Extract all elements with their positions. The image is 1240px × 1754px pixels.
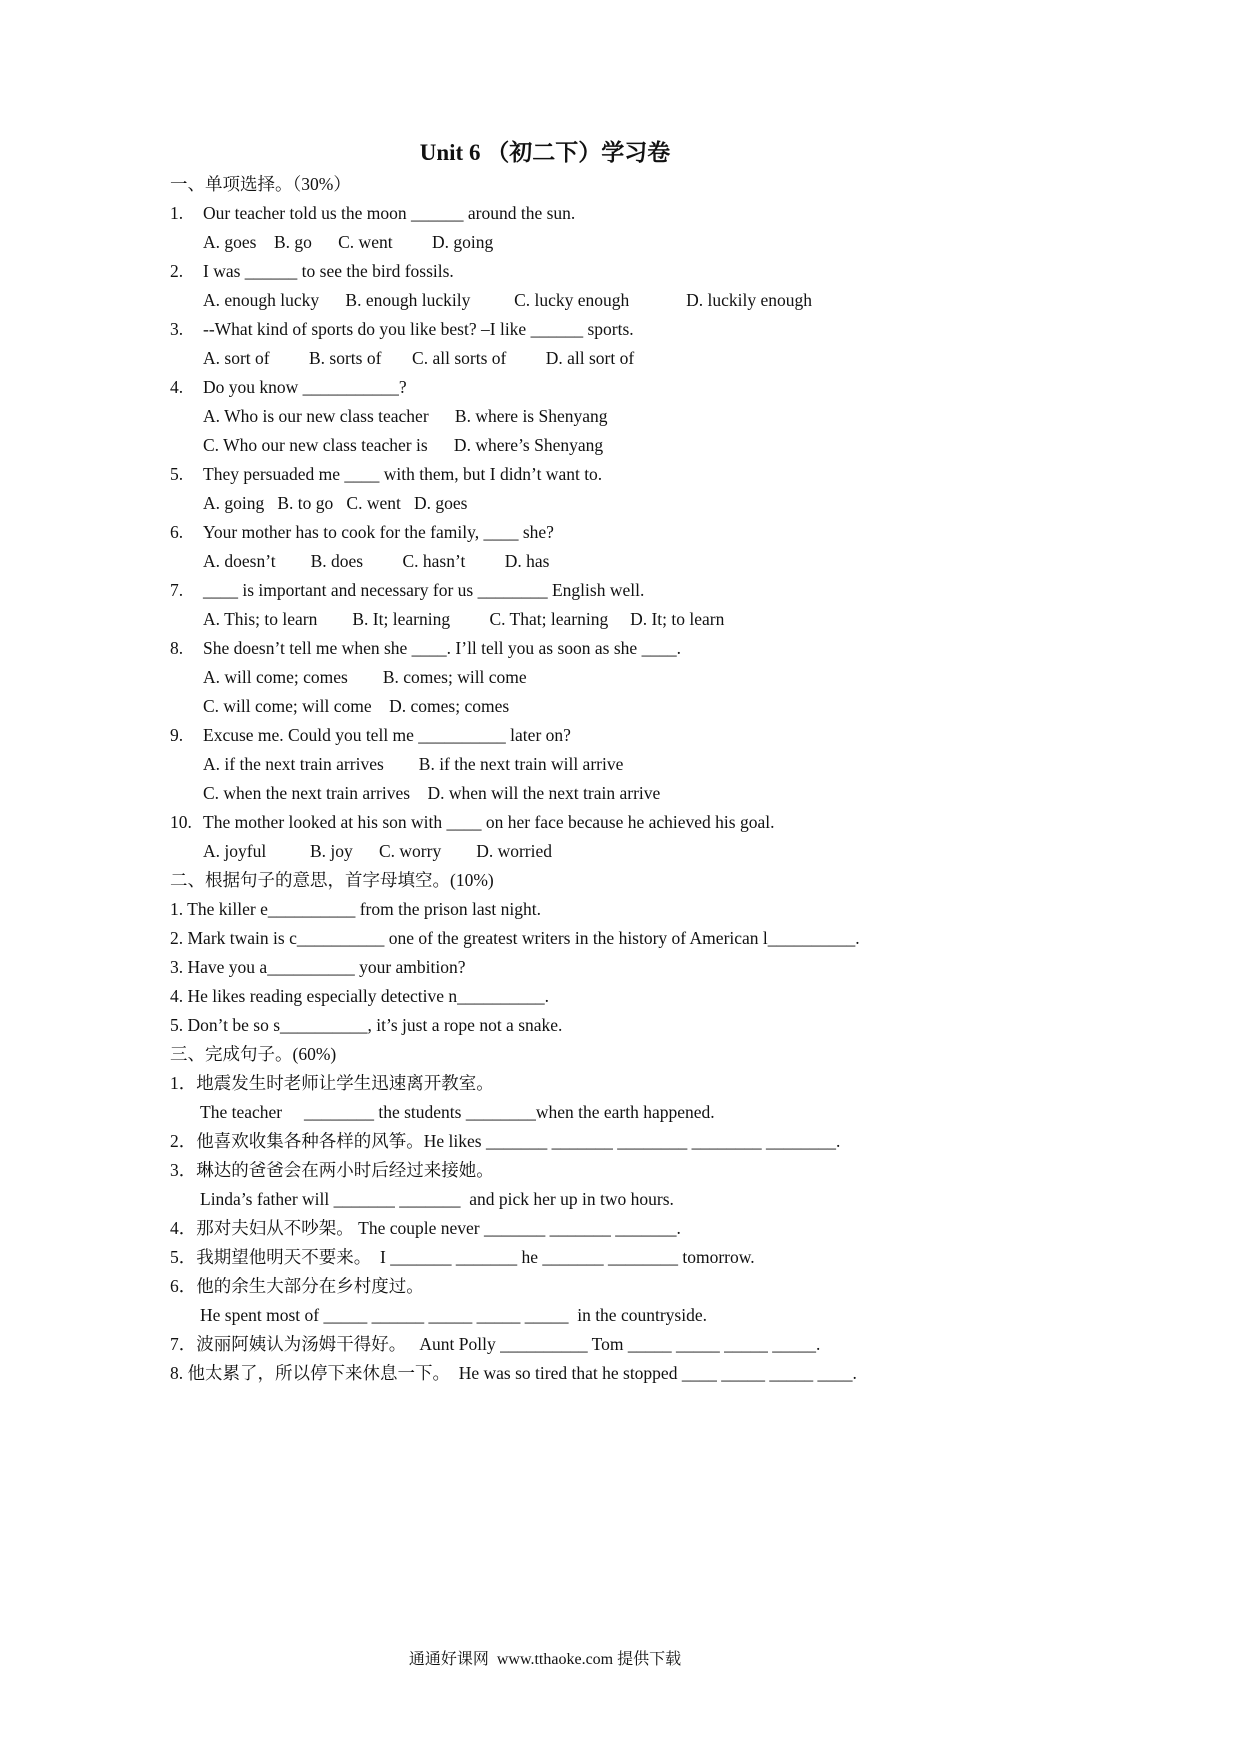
question-4-options-cd: C. Who our new class teacher is D. where’s Shenyang xyxy=(203,435,604,455)
part2-item-1: 1. The killer e__________ from the prison last night. xyxy=(170,899,542,919)
part3-item-6-english: He spent most of _____ ______ _____ _____ _____ in the countryside. xyxy=(200,1305,707,1325)
question-2-options: A. enough lucky B. enough luckily C. lucky enough D. luckily enough xyxy=(203,290,813,310)
part3-heading: 三、完成句子。(60%) xyxy=(170,1044,337,1064)
question-number: 7. xyxy=(170,580,184,600)
question-stem: She doesn’t tell me when she ____. I’ll tell you as soon as she ____. xyxy=(203,638,681,658)
question-10 xyxy=(170,808,1170,837)
part3-item-4: 4．那对夫妇从不吵架。 The couple never _______ _______ _______. xyxy=(170,1218,681,1238)
question-9 xyxy=(170,721,1170,750)
page-title: Unit 6 （初二下）学习卷 xyxy=(419,140,671,165)
part3-item-3: 3．琳达的爸爸会在两小时后经过来接她。 xyxy=(170,1160,494,1180)
question-stem: Your mother has to cook for the family, ____ she? xyxy=(203,522,554,542)
part3-item-6: 6．他的余生大部分在乡村度过。 xyxy=(170,1276,424,1296)
question-3-options: A. sort of B. sorts of C. all sorts of D. all sort of xyxy=(203,348,635,368)
page-footer: 通通好课网 www.tthaoke.com 提供下载 xyxy=(408,1651,682,1668)
question-9-options-ab: A. if the next train arrives B. if the next train will arrive xyxy=(203,754,624,774)
question-stem: The mother looked at his son with ____ on her face because he achieved his goal. xyxy=(203,812,775,832)
question-stem: ____ is important and necessary for us ________ English well. xyxy=(203,580,645,600)
question-number: 8. xyxy=(170,638,184,658)
part3-item-1: 1．地震发生时老师让学生迅速离开教室。 xyxy=(170,1073,494,1093)
question-number: 6. xyxy=(170,522,184,542)
part1-heading: 一、单项选择。（30%） xyxy=(170,174,351,194)
question-8 xyxy=(170,634,1170,663)
part3-item-1-english: The teacher ________ the students ________when the earth happened. xyxy=(200,1102,715,1122)
question-3 xyxy=(170,315,1170,344)
question-number: 9. xyxy=(170,725,184,745)
question-5 xyxy=(170,460,1170,489)
question-number: 10. xyxy=(170,812,192,832)
question-stem: Excuse me. Could you tell me __________ later on? xyxy=(203,725,571,745)
question-stem: Our teacher told us the moon ______ around the sun. xyxy=(203,203,576,223)
question-8-options-cd: C. will come; will come D. comes; comes xyxy=(203,696,510,716)
part3-item-5: 5．我期望他明天不要来。 I _______ _______ he _______ ________ tomorrow. xyxy=(170,1247,755,1267)
question-stem: They persuaded me ____ with them, but I didn’t want to. xyxy=(203,464,603,484)
question-9-options-cd: C. when the next train arrives D. when will the next train arrive xyxy=(203,783,661,803)
worksheet-content xyxy=(170,136,1170,1388)
question-4 xyxy=(170,373,1170,402)
part2-item-5: 5. Don’t be so s__________, it’s just a rope not a snake. xyxy=(170,1015,563,1035)
question-number: 2. xyxy=(170,261,184,281)
question-1 xyxy=(170,199,1170,228)
question-7-options: A. This; to learn B. It; learning C. That; learning D. It; to learn xyxy=(203,609,725,629)
part3-item-3-english: Linda’s father will _______ _______ and pick her up in two hours. xyxy=(200,1189,674,1209)
question-10-options: A. joyful B. joy C. worry D. worried xyxy=(203,841,553,861)
question-number: 1. xyxy=(170,203,184,223)
question-stem: I was ______ to see the bird fossils. xyxy=(203,261,454,281)
question-stem: Do you know ___________? xyxy=(203,377,407,397)
part3-item-2: 2．他喜欢收集各种各样的风筝。He likes _______ _______ ________ ________ ________. xyxy=(170,1131,841,1151)
question-1-options: A. goes B. go C. went D. going xyxy=(203,232,494,252)
question-6 xyxy=(170,518,1170,547)
part2-item-4: 4. He likes reading especially detective n__________. xyxy=(170,986,550,1006)
part2-heading: 二、根据句子的意思，首字母填空。(10%) xyxy=(170,870,494,890)
question-2 xyxy=(170,257,1170,286)
question-5-options: A. going B. to go C. went D. goes xyxy=(203,493,468,513)
part2-item-2: 2. Mark twain is c__________ one of the greatest writers in the history of American l__________. xyxy=(170,928,860,948)
part3-item-7: 7．波丽阿姨认为汤姆干得好。 Aunt Polly __________ Tom _____ _____ _____ _____. xyxy=(170,1334,821,1354)
part3-item-8: 8. 他太累了，所以停下来休息一下。 He was so tired that he stopped ____ _____ _____ ____. xyxy=(170,1363,857,1383)
question-7 xyxy=(170,576,1170,605)
question-number: 4. xyxy=(170,377,184,397)
question-6-options: A. doesn’t B. does C. hasn’t D. has xyxy=(203,551,550,571)
question-8-options-ab: A. will come; comes B. comes; will come xyxy=(203,667,527,687)
question-number: 3. xyxy=(170,319,184,339)
question-4-options-ab: A. Who is our new class teacher B. where is Shenyang xyxy=(203,406,608,426)
part2-item-3: 3. Have you a__________ your ambition? xyxy=(170,957,466,977)
question-number: 5. xyxy=(170,464,184,484)
question-stem: --What kind of sports do you like best? –I like ______ sports. xyxy=(203,319,634,339)
